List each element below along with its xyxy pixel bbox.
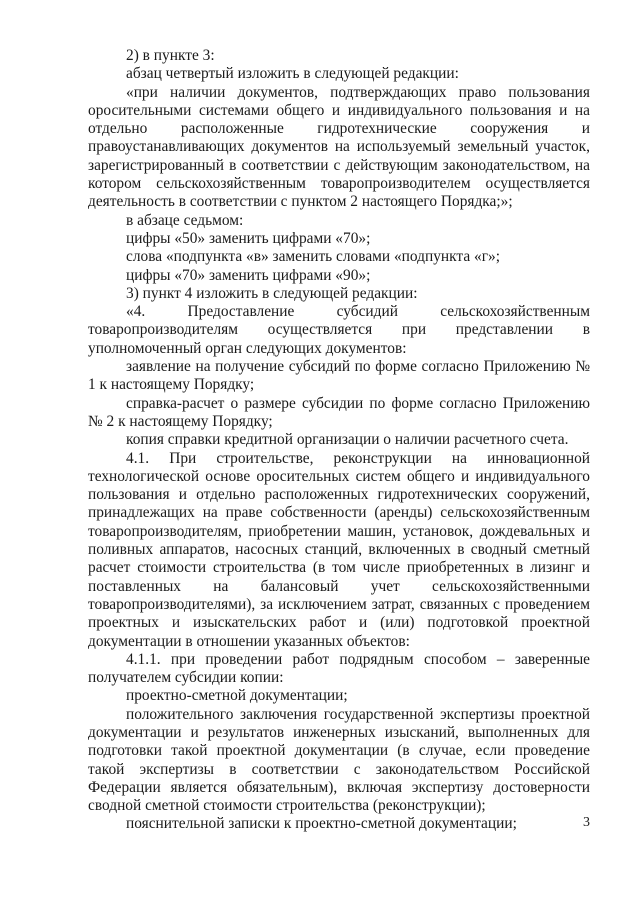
- paragraph: 2) в пункте 3:: [126, 47, 215, 64]
- paragraph: «при наличии документов, подтверждающих право пользования оросительными системами общего и индивидуального пользования и на отдельно расположенные гидротехнические сооружения и правоустанавливающих документов на используемый земельный участок, зарегистрированный в соответствии с действующим законодательством, на котором сельскохозяйственным товаропроизводителем осуществляется деятельность в соответствии с пунктом 2 настоящего Порядка;»;: [88, 83, 590, 211]
- paragraph: проектно-сметной документации;: [126, 687, 348, 705]
- paragraph: в абзаце седьмом:: [126, 211, 244, 229]
- paragraph: слова «подпункта «в» заменить словами «подпункта «г»;: [126, 248, 501, 266]
- document-body: [88, 47, 590, 834]
- paragraph: копия справки кредитной организации о наличии расчетного счета.: [126, 431, 569, 449]
- paragraph: пояснительной записки к проектно-сметной документации;: [126, 815, 517, 833]
- paragraph: справка-расчет о размере субсидии по форме согласно Приложению № 2 к настоящему Порядку;: [88, 394, 590, 430]
- paragraph: цифры «50» заменить цифрами «70»;: [126, 229, 371, 247]
- paragraph: положительного заключения государственной экспертизы проектной документации и результатов инженерных изысканий, выполненных для подготовки такой проектной документации (в случае, если проведение такой экспертизы в соответствии с законодательством Российской Федерации является обязательным), включая экспертизу достоверности сводной сметной стоимости строительства (реконструкции);: [88, 705, 590, 815]
- paragraph: заявление на получение субсидий по форме согласно Приложению № 1 к настоящему Порядку;: [88, 358, 590, 394]
- paragraph: 4.1. При строительстве, реконструкции на инновационной технологической основе оросительных систем общего и индивидуального пользования и отдельно расположенных гидротехнических сооружений, принадлежащих на праве собственности (аренды) сельскохозяйственным товаропроизводителям, приобретении машин, установок, дождевальных и поливных аппаратов, насосных станций, включенных в сводный сметный расчет стоимости строительства (в том числе приобретенных в лизинг и поставленных на балансовый учет сельскохозяйственными товаропроизводителями), за исключением затрат, связанных с проведением проектных и изыскательских работ и (или) подготовкой проектной документации в отношении указанных объектов:: [88, 449, 590, 650]
- page-number: 3: [583, 815, 590, 830]
- paragraph: 4.1.1. при проведении работ подрядным способом – заверенные получателем субсидии копии:: [88, 650, 590, 687]
- paragraph: 3) пункт 4 изложить в следующей редакции:: [126, 284, 418, 302]
- paragraph: цифры «70» заменить цифрами «90»;: [126, 266, 371, 284]
- paragraph: «4. Предоставление субсидий сельскохозяйственным товаропроизводителям осуществляется при представлении в уполномоченный орган следующих документов:: [88, 303, 590, 357]
- paragraph: абзац четвертый изложить в следующей редакции:: [126, 65, 459, 83]
